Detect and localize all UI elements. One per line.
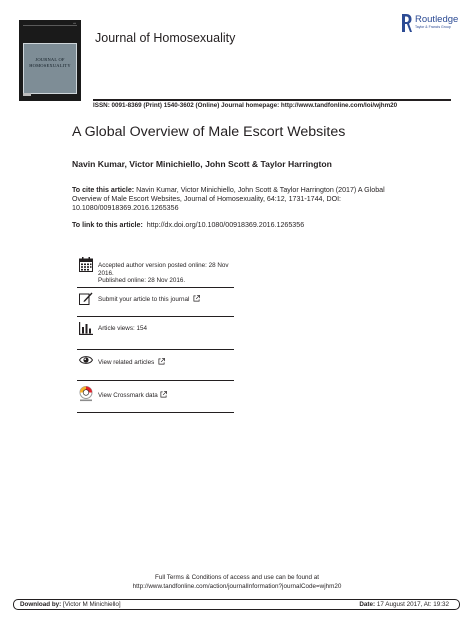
article-doi-link[interactable]: http://dx.doi.org/10.1080/00918369.2016.1265356 [146,221,305,229]
row-divider [77,316,234,317]
cover-rule [23,25,77,26]
journal-cover-image[interactable] [19,20,81,101]
external-link-icon [158,358,165,365]
calendar-icon [79,257,93,272]
related-articles-link[interactable] [98,358,165,367]
cover-title [24,57,76,68]
cover-title-line1: JOURNAL OF [35,57,65,62]
crossmark-link[interactable] [98,391,167,400]
terms-text: Full Terms & Conditions of access and use can be found at [154,574,320,581]
article-views-text: Article views: 154 [98,325,147,332]
download-by-label: Download by: [20,601,62,608]
routledge-r-icon [401,13,412,33]
routledge-logo[interactable] [401,13,463,33]
submit-article-label: Submit your article to this journal [98,296,190,303]
download-info-bar [13,599,460,610]
submit-article-link[interactable] [98,295,200,304]
issn-homepage-line[interactable]: ISSN: 0091-8369 (Print) 1540-3602 (Online) Journal homepage: http://www.tandfonline.com/loi/wjhm20 [93,102,398,109]
row-divider [77,349,234,350]
pen-paper-icon [79,291,93,305]
terms-link[interactable]: http://www.tandfonline.com/action/journalInformation?journalCode=wjhm20 [132,582,342,590]
publication-dates-row [77,257,234,290]
download-by-value: [Victor M Minichiello] [63,601,121,608]
cover-mark: ▪▪▪ [73,22,76,25]
cover-publisher-badge [23,93,31,96]
cover-title-line2: HOMOSEXUALITY [29,62,71,68]
related-articles-row[interactable] [77,351,234,376]
publisher-name: Routledge [415,14,459,25]
article-views-row [77,320,234,345]
header-divider [93,99,451,101]
cite-label: To cite this article: [72,186,135,194]
link-label: To link to this article: [72,221,143,229]
crossmark-row[interactable] [77,384,234,409]
publisher-subtitle: Taylor & Francis Group [415,25,451,29]
download-date-label: Date: [359,601,376,608]
related-articles-label: View related articles [98,359,155,366]
external-link-icon [193,295,200,302]
article-title: A Global Overview of Male Escort Websites [72,124,346,140]
download-date [359,601,449,608]
article-link-block [72,221,402,230]
download-by [20,601,121,608]
cite-text: Navin Kumar, Victor Minichiello, John Scott & Taylor Harrington (2017) A Global Overview of Male Escort Websites, Journal of Homosexuality, 64:12, 1731-1744, DOI: 10.1080/00918369.2016.1265356 [72,186,385,212]
terms-and-conditions [0,574,474,591]
crossmark-label: View Crossmark data [98,392,158,399]
row-divider [77,380,234,381]
journal-title[interactable]: Journal of Homosexuality [95,31,236,45]
row-divider [77,412,234,413]
external-link-icon [160,391,167,398]
cover-panel [23,43,77,94]
article-authors: Navin Kumar, Victor Minichiello, John Scott & Taylor Harrington [72,159,332,169]
eye-icon [79,354,93,366]
crossmark-icon [79,386,93,402]
submit-article-row[interactable] [77,290,234,315]
published-date-text: Published online: 28 Nov 2016. [98,277,186,284]
accepted-date-text: Accepted author version posted online: 28 Nov 2016. [98,262,229,277]
bar-chart-icon [79,322,93,335]
download-date-value: 17 August 2017, At: 19:32 [376,601,449,608]
citation-block [72,186,402,213]
row-divider [77,287,234,288]
